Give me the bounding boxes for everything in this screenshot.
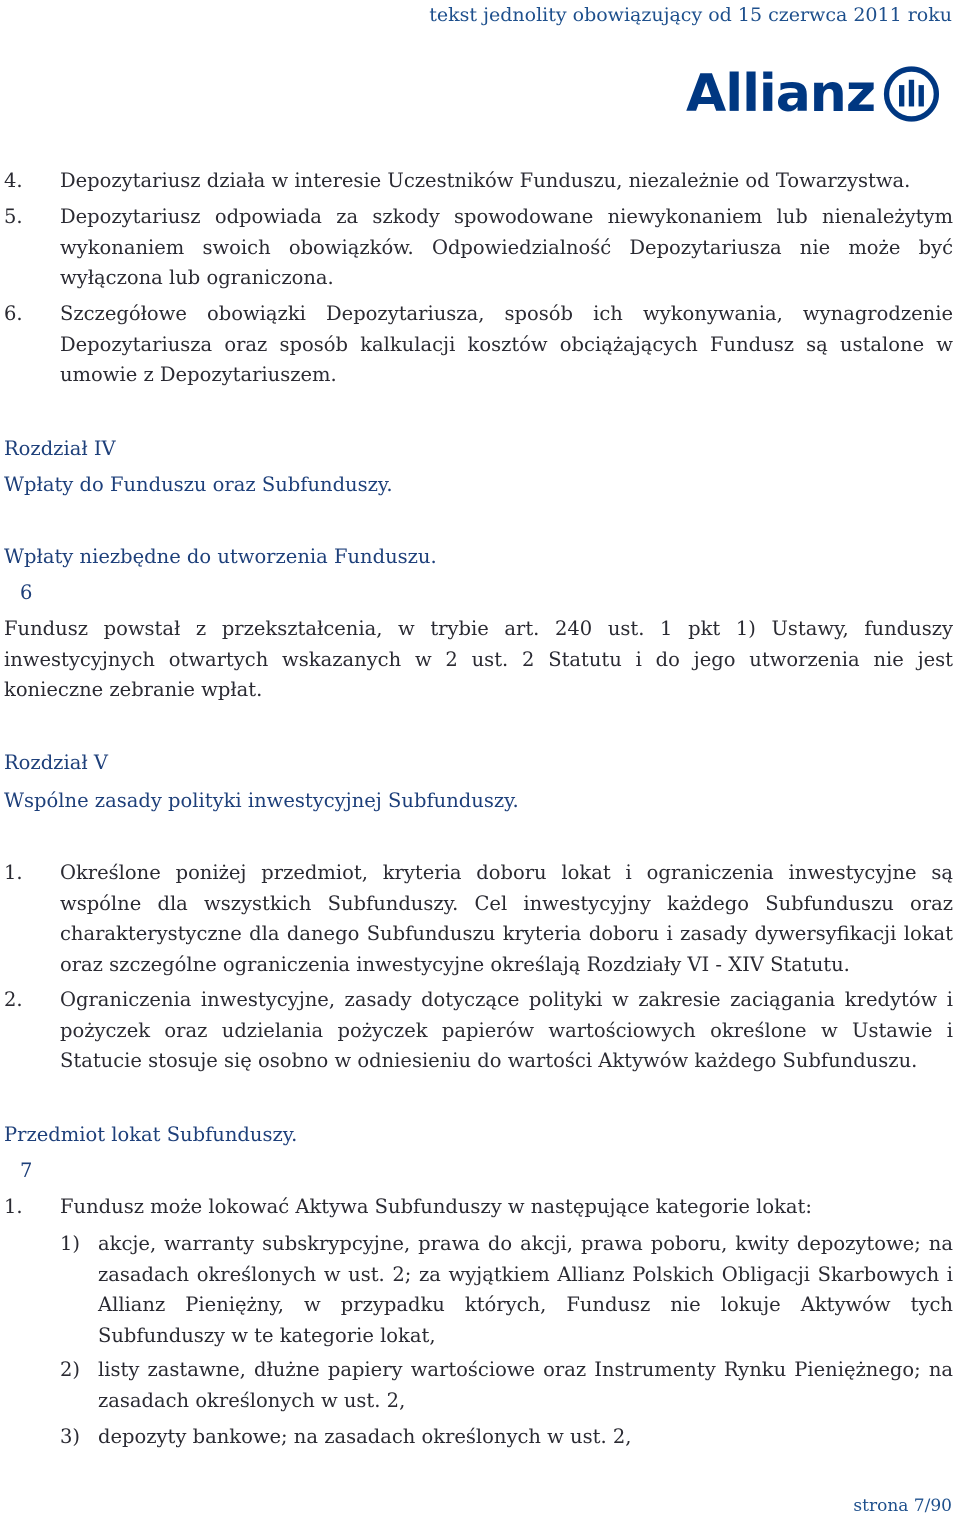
section-number-value: 6 <box>19 581 33 604</box>
allianz-wordmark: Allianz <box>686 64 876 124</box>
list-item: Szczegółowe obowiązki Depozytariusza, sposób ich wykonywania, wynagrodzenie Depozytariusza oraz sposób kalkulacji kosztów obciążających Fundusz są ustalone w umowie z Depozytariuszem. <box>60 302 953 386</box>
list-number: 4. <box>4 169 23 192</box>
sublist-item: akcje, warranty subskrypcyjne, prawa do akcji, prawa poboru, kwity depozytowe; na zasadach określonych w ust. 2; za wyjątkiem Allianz Polskich Obligacji Skarbowych i Allianz Pieniężny, w przypadku których, Fundusz nie lokuje Aktywów tych Subfunduszy w te kategorie lokat, <box>98 1232 953 1347</box>
section-sign: § <box>4 1159 14 1182</box>
chapter-label: Rozdział V <box>4 751 108 774</box>
list-item: Fundusz może lokować Aktywa Subfunduszy w następujące kategorie lokat: <box>60 1195 812 1218</box>
sublist-item: listy zastawne, dłużne papiery wartościowe oraz Instrumenty Rynku Pieniężnego; na zasadach określonych w ust. 2, <box>98 1358 953 1412</box>
section-number <box>4 578 32 608</box>
list-item: Ograniczenia inwestycyjne, zasady dotyczące polityki w zakresie zaciągania kredytów i pożyczek oraz udzielania pożyczek papierów wartościowych określone w Ustawie i Statucie stosuje się osobno w odniesieniu do wartości Aktywów każdego Subfunduszu. <box>60 988 953 1072</box>
list-number: 2. <box>4 988 23 1011</box>
sublist-number: 3) <box>60 1425 81 1448</box>
section-title: Przedmiot lokat Subfunduszy. <box>4 1123 298 1146</box>
list-item: Określone poniżej przedmiot, kryteria doboru lokat i ograniczenia inwestycyjne są wspólne dla wszystkich Subfunduszy. Cel inwestycyjny każdego Subfunduszu oraz charakterystyczne dla danego Subfunduszu kryteria doboru i zasady dywersyfikacji lokat oraz szczególne ograniczenia inwestycyjne określają Rozdziały VI - XIV Statutu. <box>60 861 953 976</box>
section-sign: § <box>4 581 14 604</box>
page-number: strona 7/90 <box>853 1496 952 1516</box>
section-number-value: 7 <box>19 1159 33 1182</box>
sublist-item: depozyty bankowe; na zasadach określonych w ust. 2, <box>98 1425 632 1448</box>
list-item: Depozytariusz odpowiada za szkody spowodowane niewykonaniem lub nienależytym wykonaniem swoich obowiązków. Odpowiedzialność Depozytariusza nie może być wyłączona lub ograniczona. <box>60 205 953 289</box>
list-number: 6. <box>4 302 23 325</box>
section-subtitle: Wpłaty niezbędne do utworzenia Funduszu. <box>4 545 437 568</box>
chapter-label: Rozdział IV <box>4 437 116 460</box>
allianz-logo <box>686 60 940 128</box>
list-item: Depozytariusz działa w interesie Uczestników Funduszu, niezależnie od Towarzystwa. <box>60 169 911 192</box>
sublist-number: 1) <box>60 1232 81 1255</box>
document-validity-header: tekst jednolity obowiązujący od 15 czerwca 2011 roku <box>429 4 952 26</box>
allianz-eagle-icon <box>883 62 940 126</box>
chapter-title: Wspólne zasady polityki inwestycyjnej Subfunduszy. <box>4 789 519 812</box>
list-number: 1. <box>4 861 23 884</box>
paragraph: Fundusz powstał z przekształcenia, w trybie art. 240 ust. 1 pkt 1) Ustawy, funduszy inwestycyjnych otwartych wskazanych w 2 ust. 2 Statutu i do jego utworzenia nie jest konieczne zebranie wpłat. <box>4 617 953 701</box>
sublist-number: 2) <box>60 1358 81 1381</box>
list-number: 5. <box>4 205 23 228</box>
section-number <box>4 1156 32 1186</box>
chapter-title: Wpłaty do Funduszu oraz Subfunduszy. <box>4 473 393 496</box>
list-number: 1. <box>4 1195 23 1218</box>
